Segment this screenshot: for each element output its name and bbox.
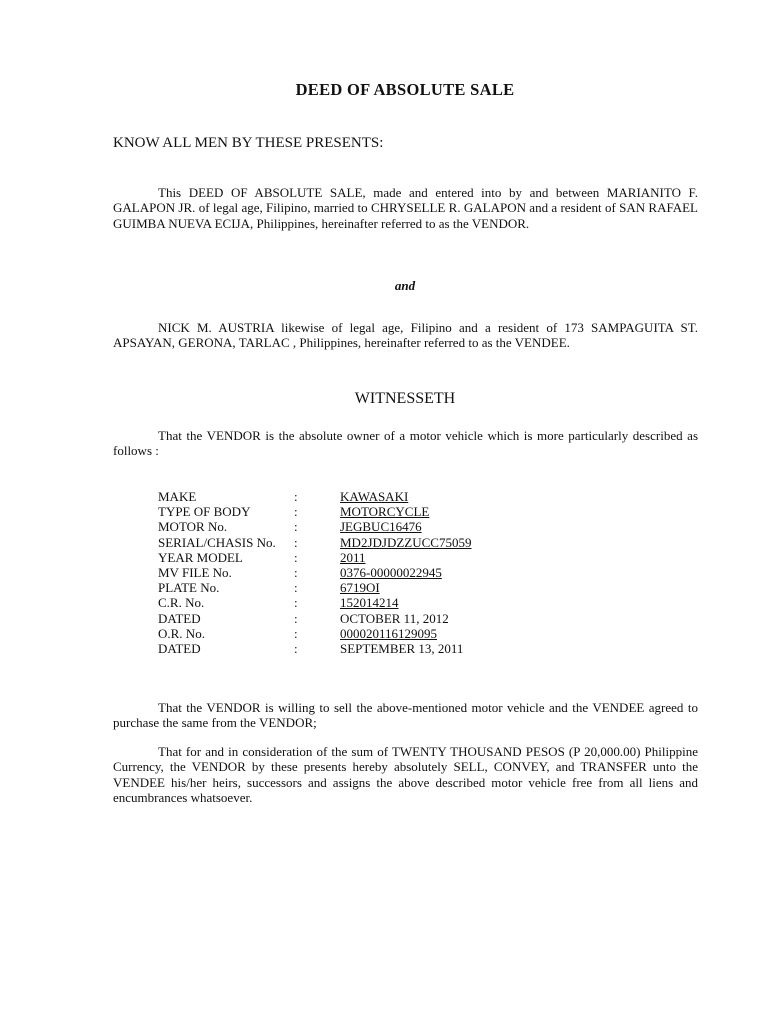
vehicle-detail-label: YEAR MODEL [158, 549, 243, 565]
vehicle-detail-value: 000020116129095 [340, 625, 438, 641]
vehicle-detail-value: MD2JDJDZZUCC75059 [340, 534, 472, 550]
vehicle-detail-label: O.R. No. [158, 625, 205, 641]
vehicle-detail-colon: : [294, 580, 298, 596]
vehicle-detail-colon: : [294, 534, 298, 550]
vehicle-detail-value: KAWASAKI [340, 489, 409, 504]
vendor-paragraph: This DEED OF ABSOLUTE SALE, made and entered into by and between MARIANITO F. GALAPON JR. of legal age, Filipino, married to CHRYSELLE R. GALAPON and a resident of SAN RAFAEL GUIMBA NUEVA ECIJA, Philippines, hereinafter referred to as the VENDOR. [113, 185, 698, 231]
vehicle-detail-label: TYPE OF BODY [158, 504, 251, 520]
intro-heading: KNOW ALL MEN BY THESE PRESENTS: [113, 135, 384, 151]
vehicle-detail-colon: : [294, 519, 298, 535]
vehicle-detail-colon: : [294, 504, 298, 520]
ownership-paragraph: That the VENDOR is the absolute owner of a motor vehicle which is more particularly described as follows : [113, 428, 698, 459]
consideration-paragraph: That for and in consideration of the sum of TWENTY THOUSAND PESOS (P 20,000.00) Philippine Currency, the VENDOR by these presents hereby absolutely SELL, CONVEY, and TRANSFER unto the VENDEE his/her heirs, successors and assigns the above described motor vehicle free from all liens and encumbrances whatsoever. [113, 744, 698, 805]
vehicle-detail-label: C.R. No. [158, 595, 205, 611]
sale-agreement-paragraph: That the VENDOR is willing to sell the above-mentioned motor vehicle and the VENDEE agreed to purchase the same from the VENDOR; [113, 700, 698, 731]
vehicle-detail-value: JEGBUC16476 [340, 519, 422, 535]
vehicle-detail-label: PLATE No. [158, 580, 220, 596]
vehicle-detail-label: MOTOR No. [158, 519, 228, 535]
vehicle-detail-value: 152014214 [340, 595, 399, 611]
and-conjunction: and [394, 278, 416, 293]
witnesseth-heading: WITNESSETH [354, 390, 456, 407]
vehicle-detail-value: 0376-00000022945 [340, 564, 442, 580]
vehicle-detail-colon: : [294, 564, 298, 580]
vehicle-detail-label: SERIAL/CHASIS No. [158, 534, 276, 550]
vehicle-detail-label: MV FILE No. [158, 564, 232, 580]
vehicle-detail-colon: : [294, 610, 298, 626]
vehicle-detail-value: OCTOBER 11, 2012 [340, 610, 449, 626]
vehicle-detail-colon: : [294, 595, 298, 611]
vendee-paragraph: NICK M. AUSTRIA likewise of legal age, Filipino and a resident of 173 SAMPAGUITA ST. APSAYAN, GERONA, TARLAC , Philippines, hereinafter referred to as the VENDEE. [113, 320, 698, 351]
vehicle-detail-colon: : [294, 640, 298, 656]
vehicle-detail-label: MAKE [158, 489, 197, 504]
vehicle-detail-colon: : [294, 625, 298, 641]
document-title: DEED OF ABSOLUTE SALE [295, 80, 515, 99]
vehicle-detail-colon: : [294, 549, 298, 565]
vehicle-detail-label: DATED [158, 610, 201, 626]
vehicle-detail-value: SEPTEMBER 13, 2011 [340, 640, 464, 656]
vehicle-detail-value: 2011 [340, 549, 366, 565]
vehicle-detail-label: DATED [158, 640, 201, 656]
vehicle-detail-colon: : [294, 489, 298, 504]
vehicle-detail-value: MOTORCYCLE [340, 504, 430, 520]
vehicle-detail-value: 6719OI [340, 580, 380, 596]
